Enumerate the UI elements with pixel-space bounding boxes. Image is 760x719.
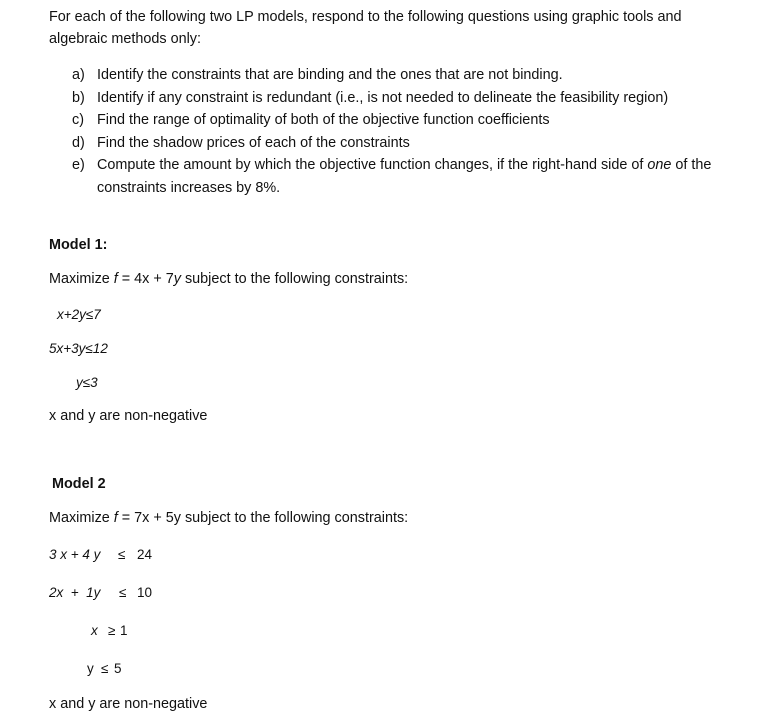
question-text-part: Compute the amount by which the objective function changes, if the right-hand side of — [97, 157, 648, 173]
question-label: b) — [72, 89, 85, 106]
question-label: e) — [72, 157, 85, 173]
question-text: Find the range of optimality of both of the objective function coefficients — [97, 112, 550, 128]
model2-constraint-1-lhs: 3 x + 4 y — [49, 547, 101, 562]
objective-rest: = 7x + 5y subject to the following constraints: — [117, 510, 409, 526]
intro-paragraph: For each of the following two LP models, respond to the following questions using graphic tools and algebraic methods only: — [49, 9, 682, 47]
question-text: Find the shadow prices of each of the constraints — [97, 134, 410, 151]
question-item — [72, 132, 712, 155]
model2-constraint-1-rhs: 24 — [137, 547, 153, 562]
model2-constraint-1-op: ≤ — [118, 547, 126, 562]
model1-constraint-2: 5x+3y≤12 — [49, 341, 108, 356]
model1-objective — [49, 271, 408, 287]
question-item — [72, 64, 712, 87]
model2-nonnegativity: x and y are non-negative — [49, 696, 208, 712]
question-text-emphasis: one — [647, 157, 672, 173]
question-text — [97, 154, 712, 199]
model1-nonnegativity: x and y are non-negative — [49, 408, 208, 424]
question-label: d) — [72, 134, 85, 151]
objective-f: f — [113, 510, 118, 526]
model2-objective — [49, 510, 408, 526]
objective-f: f — [113, 271, 118, 287]
question-list — [72, 64, 712, 199]
objective-prefix: Maximize — [49, 271, 114, 287]
objective-rest: = 4x + 7 — [117, 271, 174, 287]
objective-suffix: subject to the following constraints: — [180, 271, 409, 287]
model2-constraint-3-rhs: 1 — [120, 623, 128, 638]
question-text: Identify if any constraint is redundant (i.e., is not needed to delineate the feasibility region) — [97, 89, 669, 106]
model2-constraint-4-lhs: y — [87, 661, 94, 676]
model2-constraint-3-op: ≥ — [108, 623, 116, 638]
question-label: c) — [72, 112, 84, 128]
model1-title: Model 1: — [49, 237, 108, 253]
model1-constraint-3: y≤3 — [76, 375, 98, 390]
model2-constraint-4-op: ≤ — [101, 661, 109, 676]
question-item — [72, 87, 712, 110]
model2-constraint-4-rhs: 5 — [114, 661, 122, 676]
question-item — [72, 154, 712, 199]
model2-constraint-2-rhs: 10 — [137, 585, 153, 600]
model2-constraint-2-op: ≤ — [119, 585, 127, 600]
question-label: a) — [72, 67, 85, 83]
model2-title: Model 2 — [52, 476, 106, 492]
model2-constraint-2-lhs: 2x + 1y — [49, 585, 101, 600]
question-text-part: of the constraints increases by 8%. — [97, 157, 712, 196]
model1-constraint-1: x+2y≤7 — [57, 307, 101, 322]
objective-y: y — [173, 271, 181, 287]
objective-prefix: Maximize — [49, 510, 114, 526]
model2-constraint-3-lhs: x — [91, 623, 98, 638]
question-text: Identify the constraints that are binding and the ones that are not binding. — [97, 67, 563, 83]
question-item — [72, 109, 712, 132]
